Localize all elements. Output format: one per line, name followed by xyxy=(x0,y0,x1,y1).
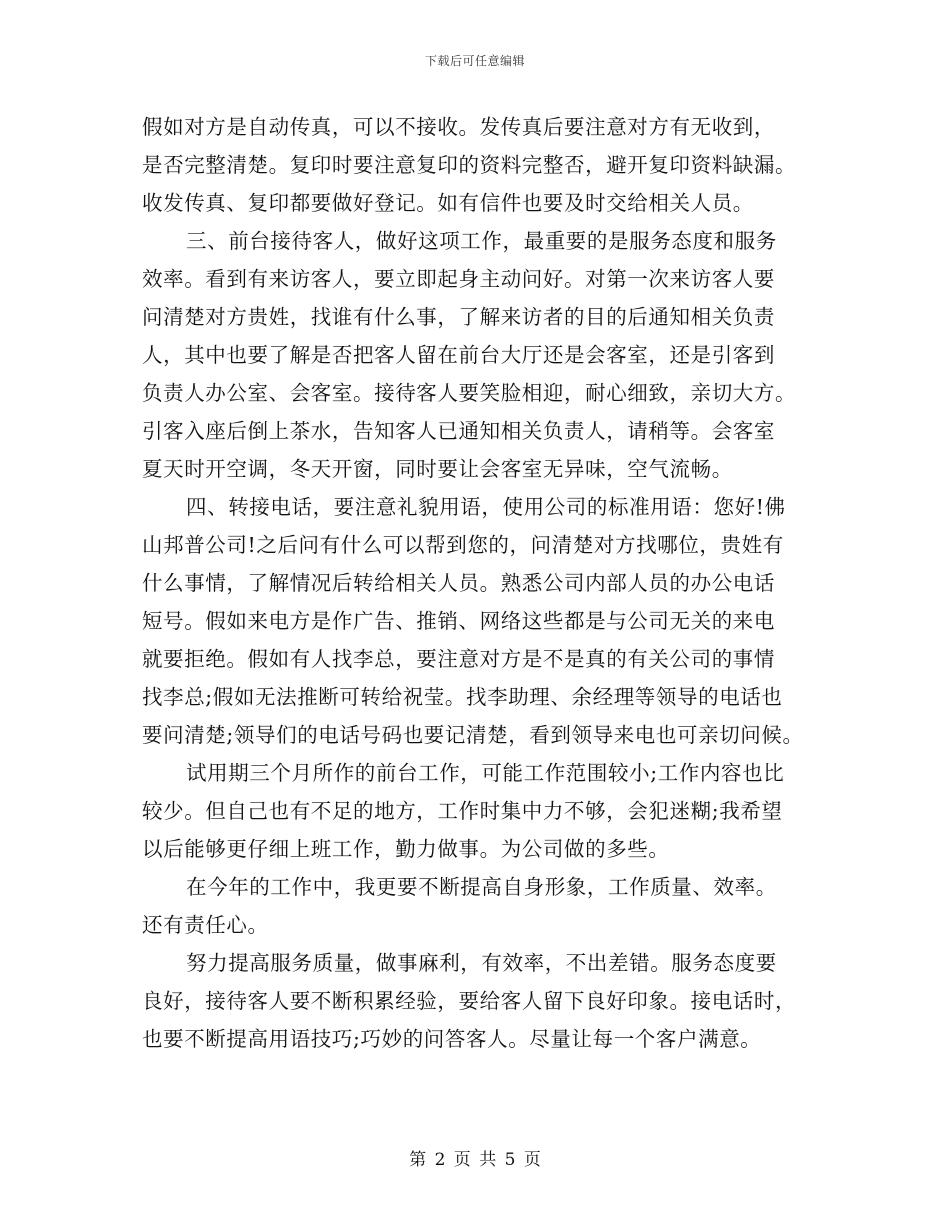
text-line: 以后能够更仔细上班工作，勤力做事。为公司做的多些。 xyxy=(142,837,670,861)
document-body xyxy=(142,108,822,1058)
text-line: 人，其中也要了解是否把客人留在前台大厅还是会客室，还是引客到 xyxy=(142,343,775,367)
text-line: 夏天时开空调，冬天开窗，同时要让会客室无异味，空气流畅。 xyxy=(142,457,733,481)
paragraph-start-line: 三、前台接待客人，做好这项工作，最重要的是服务态度和服务 xyxy=(186,229,777,253)
text-line: 也要不断提高用语技巧;巧妙的问答客人。尽量让每一个客户满意。 xyxy=(142,1027,762,1051)
text-line: 找李总;假如无法推断可转给祝莹。找李助理、余经理等领导的电话也 xyxy=(142,685,783,709)
text-line: 引客入座后倒上茶水，告知客人已通知相关负责人，请稍等。会客室 xyxy=(142,419,775,443)
paragraph-start-line: 在今年的工作中，我更要不断提高自身形象，工作质量、效率。 xyxy=(186,875,777,899)
paragraph-start-line: 试用期三个月所作的前台工作，可能工作范围较小;工作内容也比 xyxy=(186,761,785,785)
text-line: 还有责任心。 xyxy=(142,913,269,937)
text-line: 就要拒绝。假如有人找李总，要注意对方是不是真的有关公司的事情 xyxy=(142,647,775,671)
text-line: 效率。看到有来访客人，要立即起身主动问好。对第一次来访客人要 xyxy=(142,267,775,291)
text-line: 负责人办公室、会客室。接待客人要笑脸相迎，耐心细致，亲切大方。 xyxy=(142,381,797,405)
text-line: 要问清楚;领导们的电话号码也要记清楚，看到领导来电也可亲切问候。 xyxy=(142,723,804,747)
text-line: 良好，接待客人要不断积累经验，要给客人留下良好印象。接电话时， xyxy=(142,989,797,1013)
text-line: 收发传真、复印都要做好登记。如有信件也要及时交给相关人员。 xyxy=(142,191,754,215)
text-line: 什么事情，了解情况后转给相关人员。熟悉公司内部人员的办公电话 xyxy=(142,571,775,595)
text-line: 问清楚对方贵姓，找谁有什么事，了解来访者的目的后通知相关负责 xyxy=(142,305,775,329)
paragraph-start-line: 努力提高服务质量，做事麻利，有效率，不出差错。服务态度要 xyxy=(186,951,777,975)
page-number-footer: 第 2 页 共 5 页 xyxy=(409,1150,541,1170)
text-line: 是否完整清楚。复印时要注意复印的资料完整否，避开复印资料缺漏。 xyxy=(142,153,797,177)
text-line: 假如对方是自动传真，可以不接收。发传真后要注意对方有无收到， xyxy=(142,115,775,139)
text-line: 山邦普公司!之后问有什么可以帮到您的，问清楚对方找哪位，贵姓有 xyxy=(142,533,784,557)
page-header: 下载后可任意编辑 xyxy=(424,54,525,68)
text-line: 短号。假如来电方是作广告、推销、网络这些都是与公司无关的来电 xyxy=(142,609,775,633)
paragraph-start-line: 四、转接电话，要注意礼貌用语，使用公司的标准用语：您好!佛 xyxy=(186,495,786,519)
text-line: 较少。但自己也有不足的地方，工作时集中力不够，会犯迷糊;我希望 xyxy=(142,799,783,823)
